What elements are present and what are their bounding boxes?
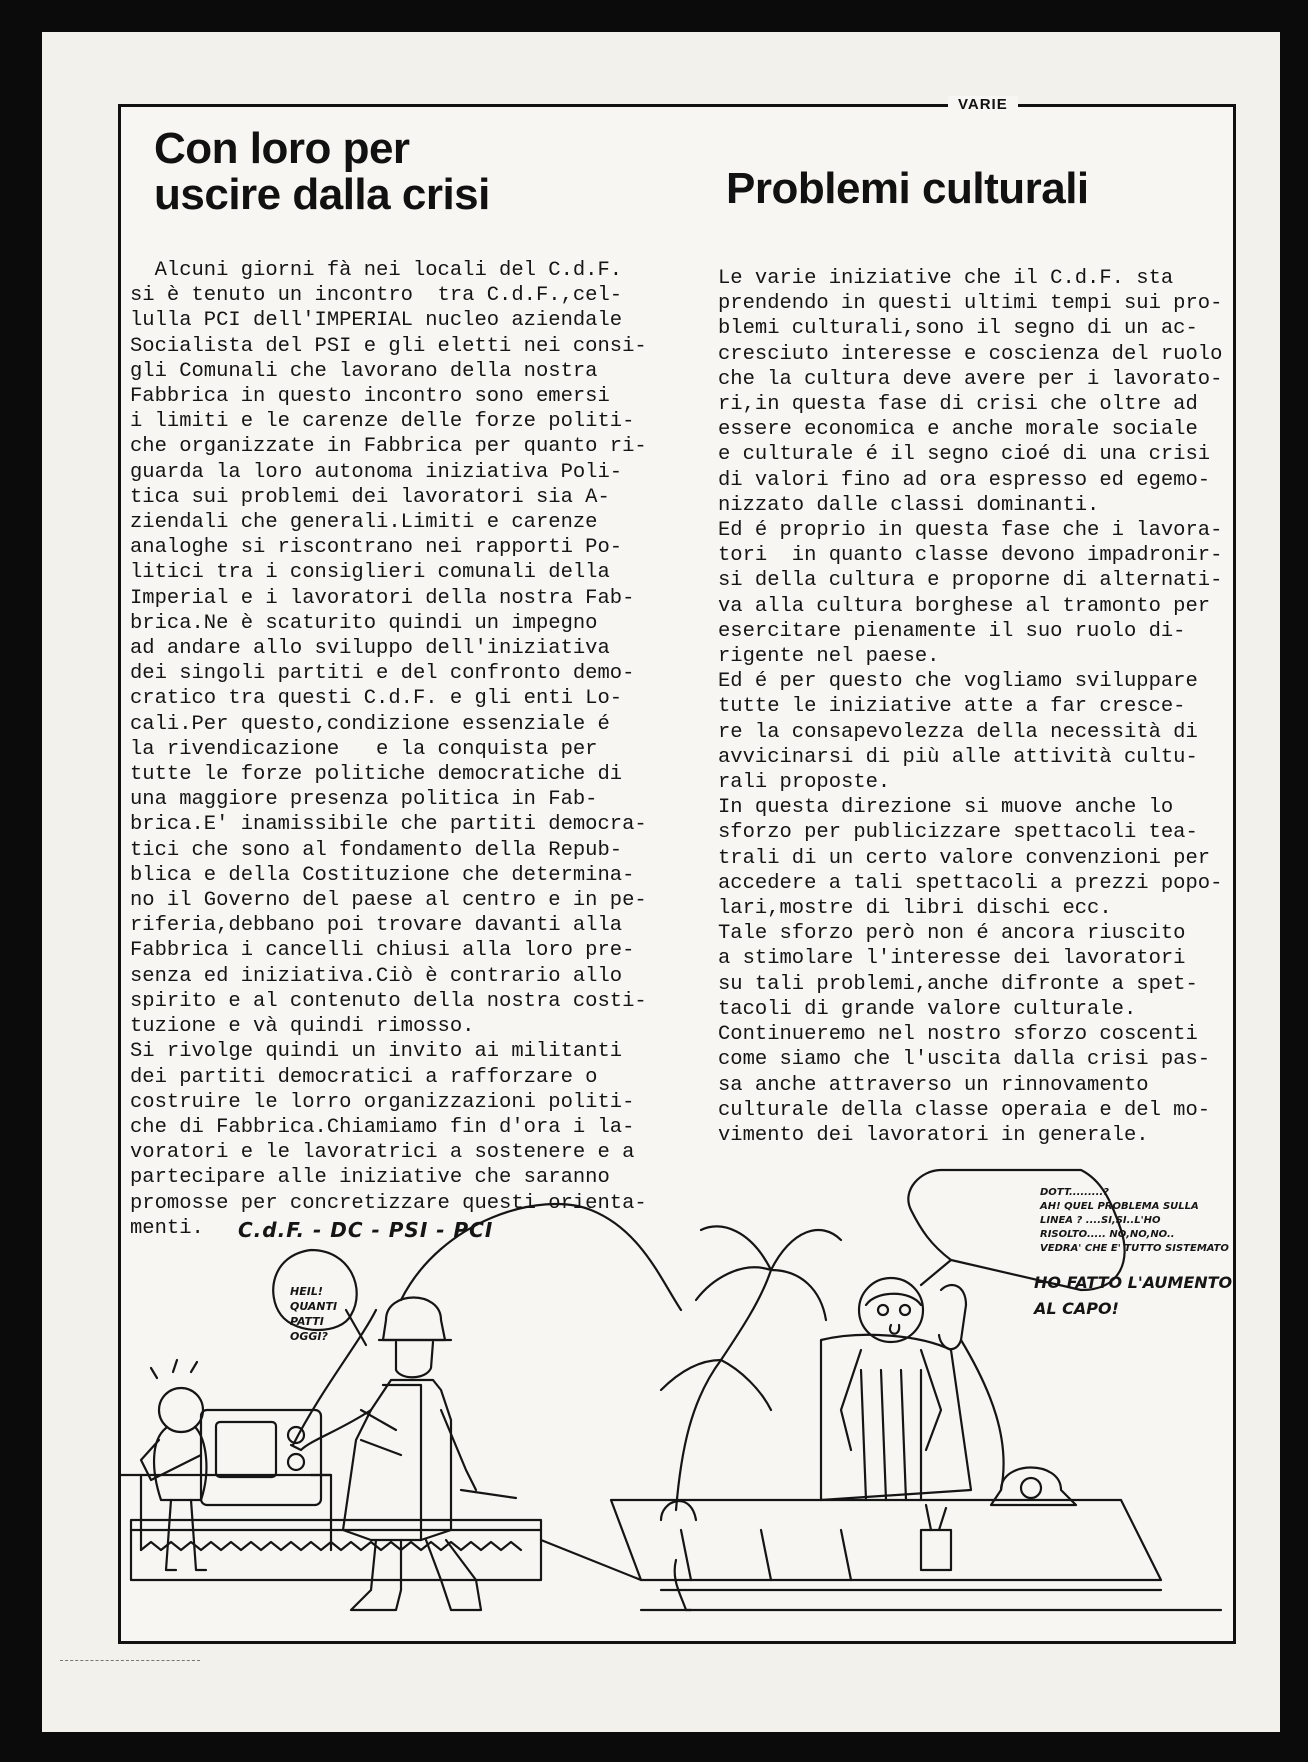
left-article-signature: C.d.F. - DC - PSI - PCI: [238, 1218, 494, 1242]
boss-figure: [821, 1278, 1004, 1500]
page-bottom-rule: [60, 1660, 200, 1662]
guard-speech-text: HEIL! QUANTI PATTI OGGI?: [290, 1285, 338, 1343]
right-headline: Problemi culturali: [726, 164, 1089, 213]
left-headline-line2: uscire dalla crisi: [154, 170, 490, 219]
guard-figure: [291, 1298, 516, 1611]
boss-speech-big-text: HO FATTO L'AUMENTO AL CAPO!: [1034, 1273, 1233, 1318]
boss-speech-small-text: DOTT.........? AH! QUEL PROBLEMA SULLA LINEA ? ....SI,SI..L'HO RISOLTO..... NO,NO,NO.. VEDRA' CHE E' TUTTO SISTEMATO: [1040, 1187, 1229, 1254]
left-headline-line1: Con loro per: [154, 124, 410, 173]
left-headline: [154, 126, 574, 218]
palm-plant: [661, 1226, 841, 1520]
section-tag: VARIE: [948, 96, 1018, 113]
left-article-body: Alcuni giorni fà nei locali del C.d.F. si è tenuto un incontro tra C.d.F.,cel- lulla PCI dell'IMPERIAL nucleo aziendale Socialista del PSI e gli eletti nei consi- gli Comunali che lavorano della nostra Fabbrica in questo incontro sono emersi i limiti e le carenze delle forze politi- che organizzate in Fabbrica per quanto ri- guarda la loro autonoma iniziativa Poli- tica sui problemi dei lavoratori sia A- ziendali che generali.Limiti e carenze analoghe si riscontrano nei rapporti Po- litici tra i consiglieri comunali della Imperial e i lavoratori della nostra Fab- brica.Ne è scaturito quindi un impegno ad andare allo sviluppo dell'iniziativa dei singoli partiti e del confronto demo- cratico tra questi C.d.F. e gli enti Lo- cali.Per questo,condizione essenziale é la rivendicazione e la conquista per tutte le forze politiche democratiche di una maggiore presenza politica in Fab- brica.E' inamissibile che partiti democra- tici che sono al fondamento della Repub- blica e della Costituzione che determina- no il Governo del paese al centro e in pe- riferia,debbano poi trovare davanti alla Fabbrica i cancelli chiusi alla loro pre- senza ed iniziativa.Ciò è contrario allo spirito e al contenuto della nostra costi- tuzione e và quindi rimosso. Si rivolge quindi un invito ai militanti dei partiti democratici a rafforzare o costruire le lorro organizzazioni politi- che di Fabbrica.Chiamiamo fin d'ora i la- voratori e le lavoratrici a sostenere e a partecipare alle iniziative che saranno promosse per concretizzare questi orienta- menti.: [130, 259, 647, 1240]
worker-figure: [121, 1360, 331, 1570]
right-article-body: Le varie iniziative che il C.d.F. sta prendendo in questi ultimi tempi sui pro- blemi culturali,sono il segno di un ac- cresciuto interesse e coscienza del ruolo che la cultura deve avere per i lavorato- ri,in questa fase di crisi che oltre ad essere economica e anche morale sociale e culturale é il segno cioé di una crisi di valori fino ad ora espresso ed egemo- nizzato dalle classi dominanti. Ed é proprio in questa fase che i lavora- tori in quanto classe devono impadronir- si della cultura e proporne di alternati- va alla cultura borghese al tramonto per esercitare pienamente il suo ruolo di- rigente nel paese. Ed é per questo che vogliamo sviluppare tutte le iniziative atte a far cresce- re la consapevolezza della necessità di avvicinarsi di più alle attività cultu- rali proposte. In questa direzione si muove anche lo sforzo per publicizzare spettacoli tea- trali di un certo valore convenzioni per accedere a tali spettacoli a prezzi popo- lari,mostre di libri dischi ecc. Tale sforzo però non é ancora riuscito a stimolare l'interesse dei lavoratori su tali problemi,anche difronte a spet- tacoli di grande valore culturale. Continueremo nel nostro sforzo coscenti come siamo che l'uscita dalla crisi pas- sa anche attraverso un rinnovamento culturale della classe operaia e del mo- vimento dei lavoratori in generale.: [718, 267, 1223, 1147]
